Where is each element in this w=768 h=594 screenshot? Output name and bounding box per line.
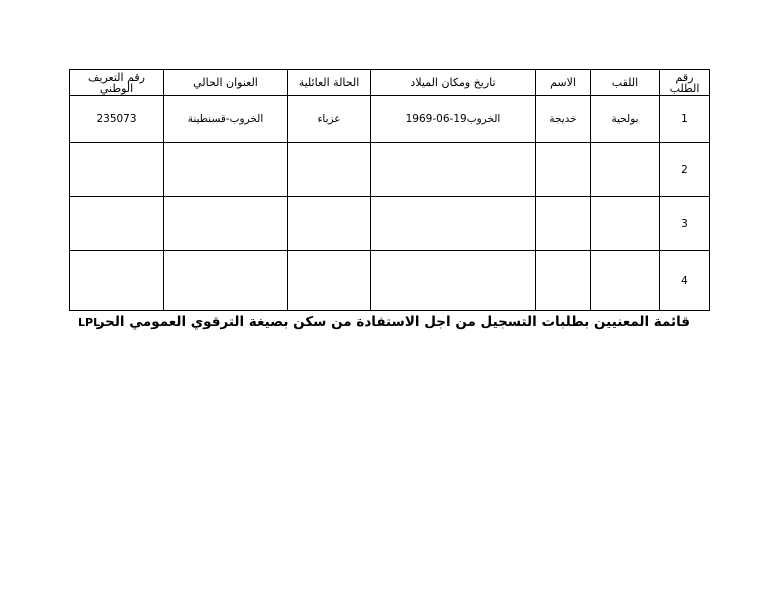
cell-marital-status — [288, 197, 371, 251]
cell-address — [164, 251, 288, 311]
cell-national-id — [70, 197, 164, 251]
cell-birth — [371, 143, 536, 197]
cell-surname — [591, 143, 660, 197]
header-address: العنوان الحالي — [164, 70, 288, 96]
cell-birth — [371, 197, 536, 251]
table-row — [70, 251, 710, 311]
cell-surname — [591, 251, 660, 311]
header-surname: اللقب — [591, 70, 660, 96]
header-first-name: الاسم — [536, 70, 591, 96]
applicants-table — [69, 69, 710, 311]
cell-request-no: 3 — [660, 197, 710, 251]
cell-first-name — [536, 143, 591, 197]
cell-request-no: 4 — [660, 251, 710, 311]
caption-code: LPL — [78, 316, 101, 329]
cell-surname: بولحية — [591, 96, 660, 143]
cell-first-name: خديجة — [536, 96, 591, 143]
cell-first-name — [536, 251, 591, 311]
header-marital-status: الحالة العائلية — [288, 70, 371, 96]
cell-marital-status — [288, 143, 371, 197]
header-national-id: رقم التعريف الوطني — [70, 70, 164, 96]
cell-surname — [591, 197, 660, 251]
cell-birth: الخروب19-06-1969 — [371, 96, 536, 143]
table-header-row — [70, 70, 710, 96]
caption-title: قائمة المعنيين بطلبات التسجيل من اجل الاستفادة من سكن بصيغة الترقوي العمومي الحر — [96, 314, 690, 330]
cell-request-no: 2 — [660, 143, 710, 197]
cell-national-id — [70, 143, 164, 197]
table-row — [70, 143, 710, 197]
cell-address: الخروب-قسنطينة — [164, 96, 288, 143]
cell-marital-status: عزباء — [288, 96, 371, 143]
cell-national-id — [70, 251, 164, 311]
table-row — [70, 197, 710, 251]
table-row — [70, 96, 710, 143]
cell-address — [164, 197, 288, 251]
cell-request-no: 1 — [660, 96, 710, 143]
header-birth: تاريخ ومكان الميلاد — [371, 70, 536, 96]
header-request-no: رقم الطلب — [660, 70, 710, 96]
cell-birth — [371, 251, 536, 311]
table-caption — [70, 314, 710, 332]
cell-address — [164, 143, 288, 197]
cell-national-id: 235073 — [70, 96, 164, 143]
cell-marital-status — [288, 251, 371, 311]
cell-first-name — [536, 197, 591, 251]
